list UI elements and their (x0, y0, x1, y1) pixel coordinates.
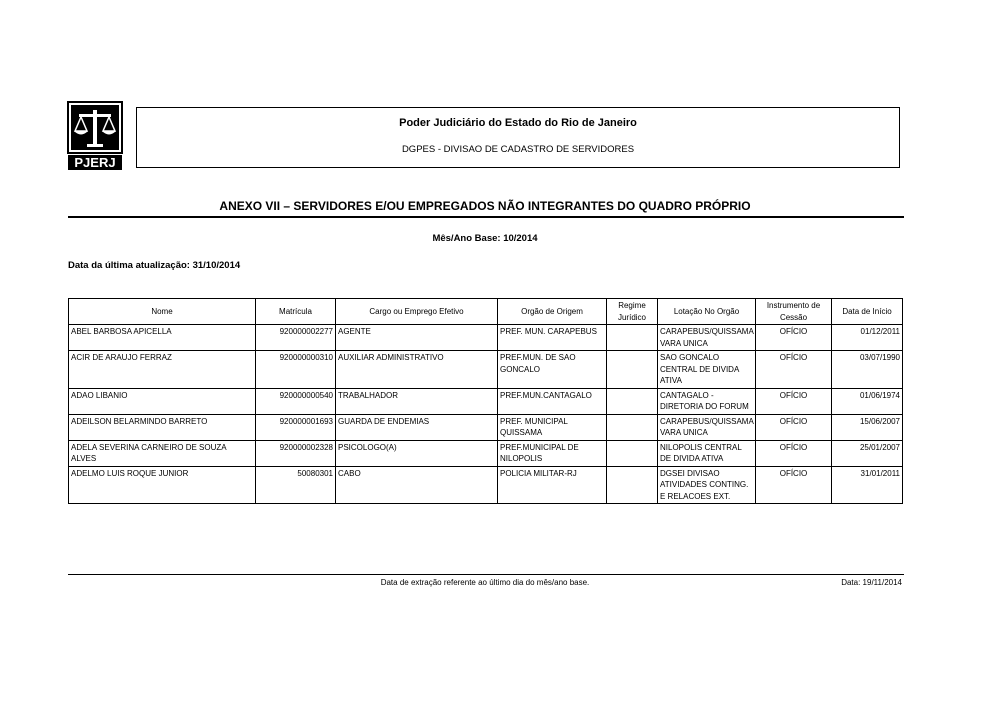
organization-name: Poder Judiciário do Estado do Rio de Janeiro (399, 117, 637, 129)
table-row (69, 388, 903, 414)
footer-divider (68, 574, 904, 575)
cell-origin: PREF.MUN.CANTAGALO (498, 388, 607, 414)
cell-position: GUARDA DE ENDEMIAS (336, 414, 498, 440)
cell-position: PSICOLOGO(A) (336, 440, 498, 466)
last-update-date: Data da última atualização: 31/10/2014 (68, 260, 241, 271)
cell-registration: 920000000540 (256, 388, 336, 414)
column-header: Instrumento de Cessão (756, 299, 832, 325)
cell-instrument: OFÍCIO (756, 351, 832, 389)
staff-table (68, 298, 903, 504)
cell-regime (607, 440, 658, 466)
cell-name: ABEL BARBOSA APICELLA (69, 325, 256, 351)
cell-position: CABO (336, 466, 498, 504)
cell-name: ADELMO LUIS ROQUE JUNIOR (69, 466, 256, 504)
cell-assignment: NILOPOLIS CENTRAL DE DIVIDA ATIVA (658, 440, 756, 466)
cell-name: ADELA SEVERINA CARNEIRO DE SOUZA ALVES (69, 440, 256, 466)
column-header: Lotação No Orgão (658, 299, 756, 325)
cell-registration: 50080301 (256, 466, 336, 504)
cell-regime (607, 325, 658, 351)
column-header: Regime Jurídico (607, 299, 658, 325)
cell-regime (607, 388, 658, 414)
column-header: Matrícula (256, 299, 336, 325)
cell-start-date: 03/07/1990 (832, 351, 903, 389)
cell-start-date: 01/06/1974 (832, 388, 903, 414)
cell-name: ADEILSON BELARMINDO BARRETO (69, 414, 256, 440)
cell-origin: PREF. MUN. CARAPEBUS (498, 325, 607, 351)
annex-title: ANEXO VII – SERVIDORES E/OU EMPREGADOS NÃO INTEGRANTES DO QUADRO PRÓPRIO (219, 199, 751, 213)
cell-instrument: OFÍCIO (756, 440, 832, 466)
cell-origin: POLICIA MILITAR-RJ (498, 466, 607, 504)
cell-regime (607, 414, 658, 440)
cell-registration: 920000002277 (256, 325, 336, 351)
logo-text: PJERJ (74, 155, 116, 170)
cell-start-date: 25/01/2007 (832, 440, 903, 466)
table-row (69, 325, 903, 351)
cell-origin: PREF. MUNICIPAL QUISSAMA (498, 414, 607, 440)
cell-assignment: CANTAGALO - DIRETORIA DO FORUM (658, 388, 756, 414)
cell-assignment: SAO GONCALO CENTRAL DE DIVIDA ATIVA (658, 351, 756, 389)
title-divider (68, 216, 904, 218)
column-header: Orgão de Origem (498, 299, 607, 325)
cell-position: TRABALHADOR (336, 388, 498, 414)
table-header-row (69, 299, 903, 325)
table-row (69, 351, 903, 389)
cell-assignment: DGSEI DIVISAO ATIVIDADES CONTING. E RELACOES EXT. (658, 466, 756, 504)
header-box (136, 107, 900, 168)
column-header: Nome (69, 299, 256, 325)
table-row (69, 440, 903, 466)
column-header: Data de Início (832, 299, 903, 325)
cell-name: ADAO LIBANIO (69, 388, 256, 414)
cell-position: AUXILIAR ADMINISTRATIVO (336, 351, 498, 389)
cell-position: AGENTE (336, 325, 498, 351)
column-header: Cargo ou Emprego Efetivo (336, 299, 498, 325)
cell-name: ACIR DE ARAUJO FERRAZ (69, 351, 256, 389)
cell-instrument: OFÍCIO (756, 325, 832, 351)
cell-start-date: 01/12/2011 (832, 325, 903, 351)
cell-instrument: OFÍCIO (756, 414, 832, 440)
footer-note: Data de extração referente ao último dia do mês/ano base. (380, 578, 590, 587)
cell-registration: 920000001693 (256, 414, 336, 440)
pjerj-scales-of-justice-logo (67, 101, 123, 171)
cell-assignment: CARAPEBUS/QUISSAMA VARA UNICA (658, 414, 756, 440)
cell-assignment: CARAPEBUS/QUISSAMA VARA UNICA (658, 325, 756, 351)
cell-origin: PREF.MUNICIPAL DE NILOPOLIS (498, 440, 607, 466)
cell-instrument: OFÍCIO (756, 466, 832, 504)
cell-origin: PREF.MUN. DE SAO GONCALO (498, 351, 607, 389)
base-date: Mês/Ano Base: 10/2014 (432, 233, 538, 244)
table-row (69, 414, 903, 440)
cell-regime (607, 466, 658, 504)
cell-registration: 920000002328 (256, 440, 336, 466)
cell-start-date: 31/01/2011 (832, 466, 903, 504)
cell-regime (607, 351, 658, 389)
extraction-date: Data: 19/11/2014 (841, 578, 902, 587)
department-name: DGPES - DIVISAO DE CADASTRO DE SERVIDORES (401, 144, 635, 155)
table-row (69, 466, 903, 504)
cell-registration: 920000000310 (256, 351, 336, 389)
cell-start-date: 15/06/2007 (832, 414, 903, 440)
cell-instrument: OFÍCIO (756, 388, 832, 414)
